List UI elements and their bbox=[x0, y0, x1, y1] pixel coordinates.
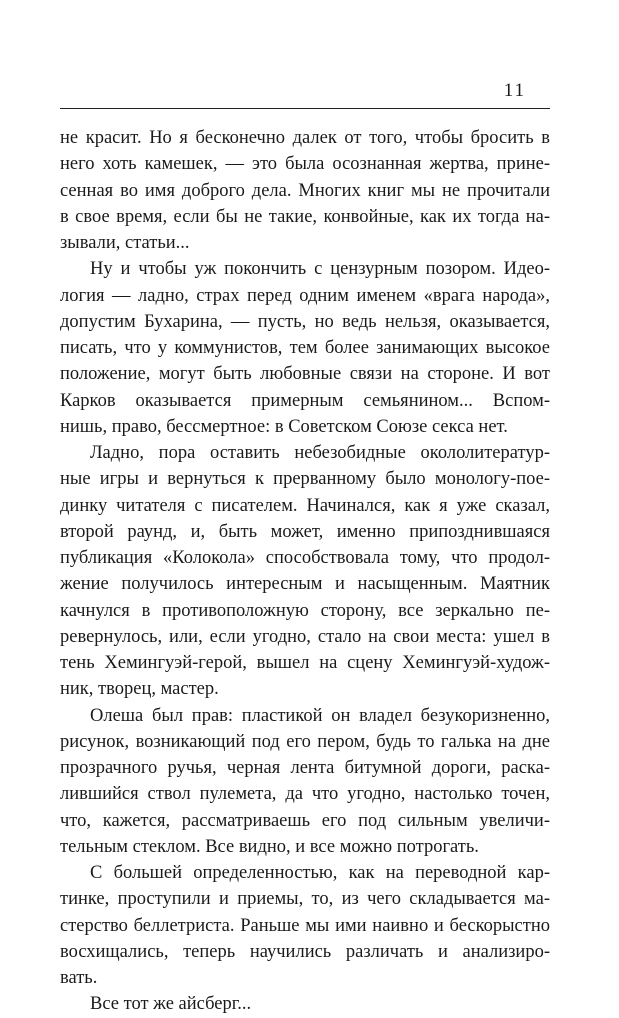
text-line: восхищались, теперь научились различать и анализиро- bbox=[60, 941, 550, 962]
paragraph bbox=[60, 440, 550, 703]
text-line: тинке, проступили и приемы, то, из чего складывается ма- bbox=[60, 889, 550, 910]
text-line: прозрачного ручья, черная лента битумной дороги, раска- bbox=[60, 758, 550, 778]
text-line: второй раунд, и, быть может, именно припозднившаяся bbox=[60, 521, 550, 542]
text-line: динку читателя с писателем. Начинался, как я уже сказал, bbox=[60, 495, 550, 516]
paragraph bbox=[60, 256, 550, 440]
text-line: жение получилось интересным и насыщенным. Маятник bbox=[60, 574, 550, 595]
page-number: 11 bbox=[503, 80, 526, 101]
text-line: вать. bbox=[60, 968, 98, 988]
text-line: Олеша был прав: пластикой он владел безукоризненно, bbox=[90, 705, 550, 726]
paragraph bbox=[60, 125, 550, 256]
text-line: рисунок, возникающий под его пером, будь то галька на дне bbox=[60, 731, 550, 752]
text-line: логия — ладно, страх перед одним именем «врага народа», bbox=[60, 285, 550, 306]
header-rule bbox=[60, 108, 550, 109]
text-line: Карков оказывается примерным семьянином... Вспом- bbox=[60, 390, 550, 411]
text-line: Ну и чтобы уж покончить с цензурным позором. Идео- bbox=[90, 259, 550, 280]
text-line: в свое время, если бы не такие, конвойные, как их тогда на- bbox=[60, 206, 550, 227]
paragraph bbox=[60, 991, 550, 1017]
text-line: ные игры и вернуться к прерванному было монологу-пое- bbox=[60, 469, 550, 490]
text-line: что, кажется, рассматриваешь его под сильным увеличи- bbox=[60, 810, 550, 831]
text-line: писать, что у коммунистов, тем более занимающих высокое bbox=[60, 338, 550, 358]
text-line: качнулся в противоположную сторону, все зеркально пе- bbox=[60, 600, 550, 621]
text-line: зывали, статьи... bbox=[60, 233, 190, 253]
text-line: него хоть камешек, — это была осознанная жертва, прине- bbox=[60, 154, 550, 175]
text-line: нишь, право, бессмертное: в Советском Союзе секса нет. bbox=[60, 416, 508, 437]
text-line: С большей определенностью, как на переводной кар- bbox=[90, 863, 550, 883]
text-line: ник, творец, мастер. bbox=[60, 679, 219, 700]
text-line: стерство беллетриста. Раньше мы ими наивно и бескорыстно bbox=[60, 915, 550, 936]
text-line: лившийся ствол пулемета, да что угодно, настолько точен, bbox=[60, 784, 550, 805]
text-line: положение, могут быть любовные связи на стороне. И вот bbox=[60, 364, 550, 385]
text-line: тельным стеклом. Все видно, и все можно потрогать. bbox=[60, 836, 479, 857]
text-line: не красит. Но я бесконечно далек от того, чтобы бросить в bbox=[60, 128, 550, 148]
text-line: Все тот же айсберг... bbox=[90, 994, 252, 1015]
text-line: тень Хемингуэй-герой, вышел на сцену Хемингуэй-худож- bbox=[60, 653, 550, 673]
text-line: ревернулось, или, если угодно, стало на свои места: ушел в bbox=[60, 626, 550, 647]
text-line: допустим Бухарина, — пусть, но ведь нельзя, оказывается, bbox=[60, 311, 550, 332]
paragraph bbox=[60, 860, 550, 991]
text-line: Ладно, пора оставить небезобидные окололитератур- bbox=[90, 443, 550, 463]
paragraph bbox=[60, 703, 550, 861]
body-text bbox=[60, 125, 550, 1018]
text-line: сенная во имя доброго дела. Многих книг мы не прочитали bbox=[60, 180, 550, 201]
text-line: публикация «Колокола» способствовала тому, что продол- bbox=[60, 548, 550, 568]
